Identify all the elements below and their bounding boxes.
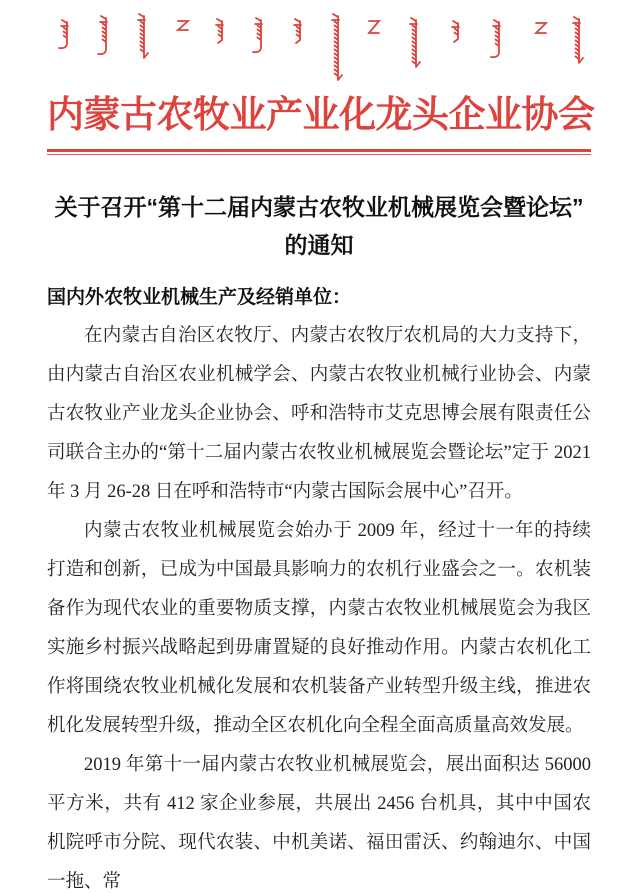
letterhead-divider: [47, 149, 591, 155]
notice-title-line1: 关于召开“第十二届内蒙古农牧业机械展览会暨论坛”: [54, 194, 584, 220]
notice-title-line2: 的通知: [284, 232, 354, 258]
notice-title: [47, 188, 591, 264]
notice-body: [47, 188, 591, 893]
body-paragraph-1: 在内蒙古自治区农牧厅、内蒙古农牧厅农机局的大力支持下，由内蒙古自治区农业机械学会、内蒙古农牧业机械行业协会、内蒙古农牧业产业龙头企业协会、呼和浩特市艾克思博会展有限责任公司联合主办的“第十二届内蒙古农牧业机械展览会暨论坛”定于 2021 年 3 月 26-28 日在呼和浩特市“内蒙古国际会展中心”召开。: [47, 326, 591, 502]
divider-thin-rule: [47, 154, 591, 155]
divider-thick-rule: [47, 149, 591, 152]
mongolian-script-banner-icon: [0, 0, 636, 85]
org-name: 内蒙古农牧业产业化龙头企业协会: [47, 95, 595, 136]
salutation: 国内外农牧业机械生产及经销单位：: [47, 287, 352, 308]
body-paragraph-2: 内蒙古农牧业机械展览会始办于 2009 年，经过十一年的持续打造和创新，已成为中国最具影响力的农机行业盛会之一。农机装备作为现代农业的重要物质支撑，内蒙古农牧业机械展览会为我区实施乡村振兴战略起到毋庸置疑的良好推动作用。内蒙古农机化工作将围绕农牧业机械化发展和农机装备产业转型升级主线，推进农机化发展转型升级，推动全区农机化向全程全面高质量高效发展。: [47, 521, 591, 736]
body-paragraph-3: 2019 年第十一届内蒙古农牧业机械展览会，展出面积达 56000 平方米，共有 412 家企业参展，共展出 2456 台机具，其中中国农机院呼市分院、现代农装、中机美诺、福田雷沃、约翰迪尔、中国一拖、常: [47, 755, 591, 892]
